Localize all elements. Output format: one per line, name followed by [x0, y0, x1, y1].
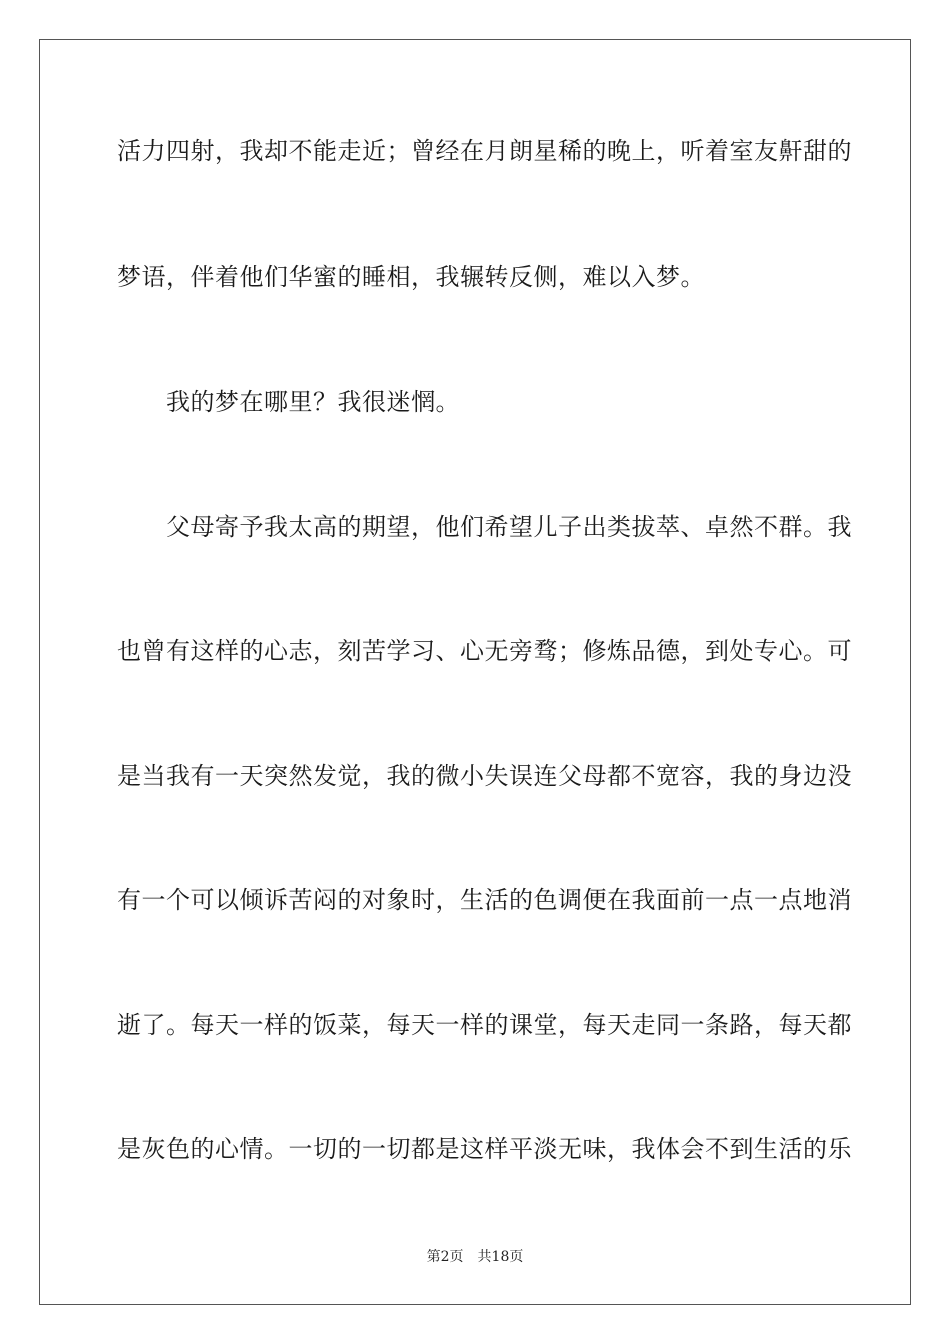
page-number: 第2页 — [426, 1249, 464, 1265]
text-line: 也曾有这样的心志，刻苦学习、心无旁骛；修炼品德，到处专心。可 — [117, 637, 852, 665]
text-line: 梦语，伴着他们华蜜的睡相，我辗转反侧，难以入梦。 — [117, 263, 705, 291]
text-line: 是灰色的心情。一切的一切都是这样平淡无味，我体会不到生活的乐 — [117, 1135, 852, 1163]
total-pages: 共18页 — [477, 1249, 524, 1265]
text-line: 父母寄予我太高的期望，他们希望儿子出类拔萃、卓然不群。我 — [117, 513, 852, 541]
text-line: 有一个可以倾诉苦闷的对象时，生活的色调便在我面前一点一点地消 — [117, 886, 852, 914]
text-line: 我的梦在哪里？我很迷惘。 — [117, 388, 460, 416]
page-footer — [0, 1248, 950, 1266]
page-border — [39, 39, 911, 1305]
text-line: 活力四射，我却不能走近；曾经在月朗星稀的晚上，听着室友鼾甜的 — [117, 137, 852, 165]
text-line: 逝了。每天一样的饭菜，每天一样的课堂，每天走同一条路，每天都 — [117, 1011, 852, 1039]
text-line: 是当我有一天突然发觉，我的微小失误连父母都不宽容，我的身边没 — [117, 762, 852, 790]
